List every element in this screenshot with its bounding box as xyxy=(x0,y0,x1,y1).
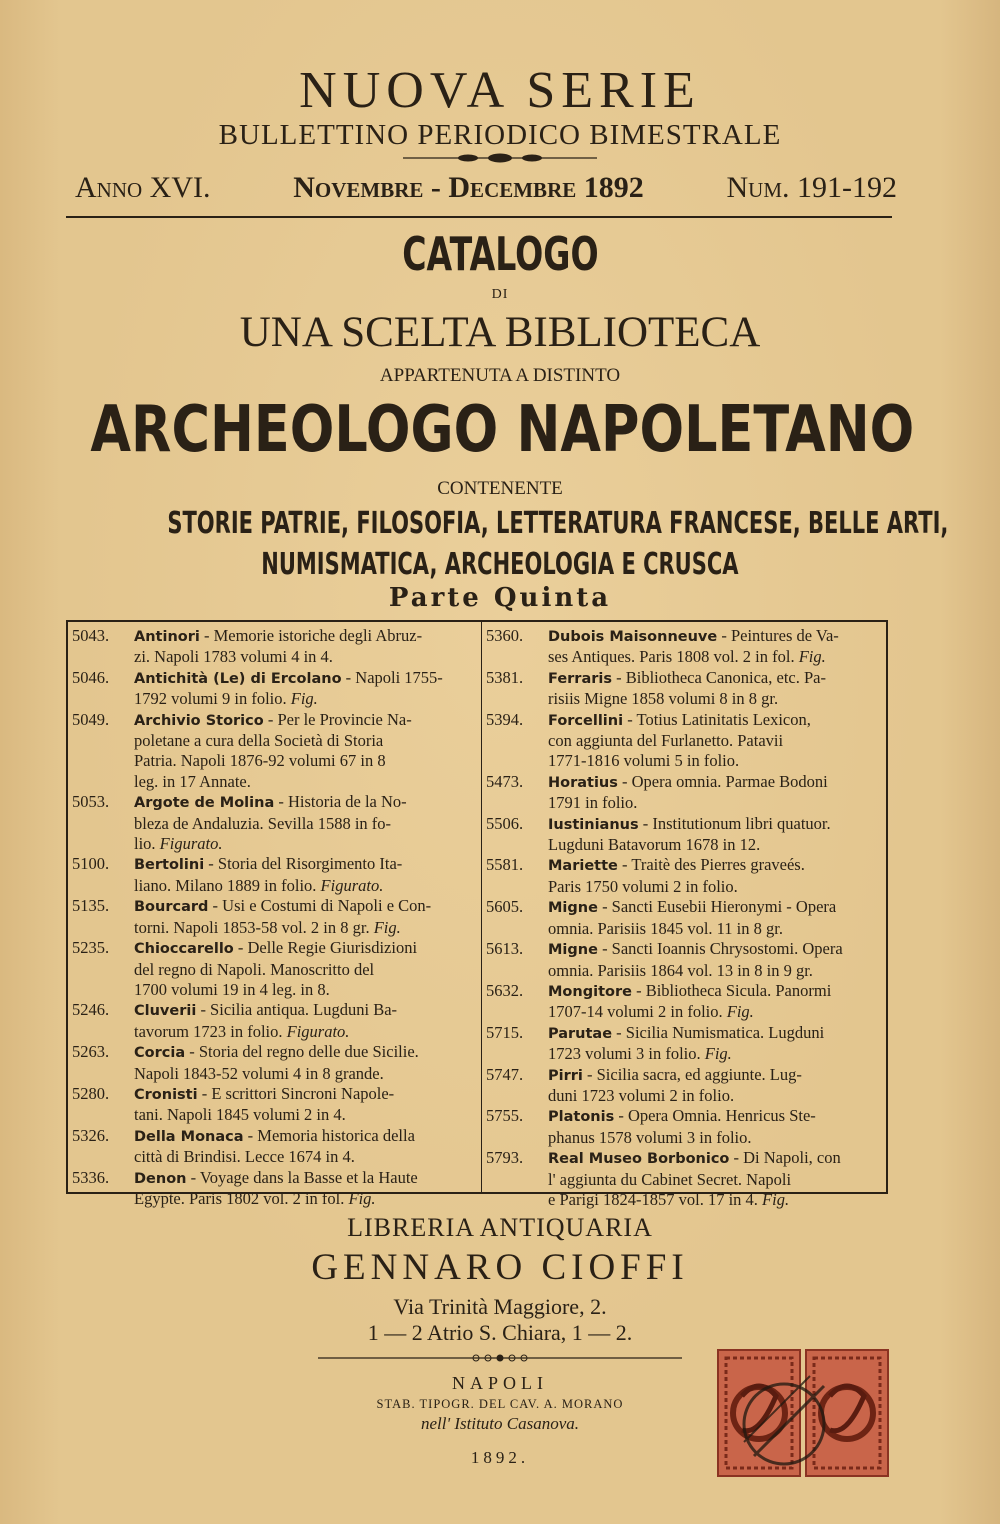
entry-text: bleza de Andaluzia. Sevilla 1588 in fo- xyxy=(134,813,392,833)
entry-number: 5280. xyxy=(72,1083,110,1103)
entry-figure-note: Fig. xyxy=(726,1002,754,1022)
entry-text: - Historia de la No- xyxy=(278,792,407,812)
footer-bookseller-name: GENNARO CIOFFI xyxy=(311,1247,689,1288)
entry-text: del regno di Napoli. Manoscritto del xyxy=(134,959,375,979)
entry-text: Lugduni Batavorum 1678 in 12. xyxy=(548,835,761,855)
catalog-entry xyxy=(486,855,886,897)
header-rule xyxy=(66,216,892,218)
catalog-entry xyxy=(72,1168,477,1210)
entry-text: - Memorie istoriche degli Abruz- xyxy=(203,626,423,645)
entry-text: - Sicilia Numismatica. Lugduni xyxy=(616,1022,825,1042)
title-archeologo xyxy=(0,392,1000,468)
entry-line xyxy=(486,1170,886,1190)
entry-number: 5360. xyxy=(486,626,524,645)
catalog-entry xyxy=(486,814,886,856)
catalog-entry xyxy=(486,897,886,939)
entry-author: Ferraris xyxy=(548,670,612,687)
entry-line xyxy=(72,854,477,875)
title-catalogo xyxy=(0,226,1000,283)
entry-text: ses Antiques. Paris 1808 vol. 2 in fol. xyxy=(548,647,795,667)
catalog-listing xyxy=(66,620,888,1209)
entry-line xyxy=(72,1147,477,1167)
entry-text: 1700 volumi 19 in 4 leg. in 8. xyxy=(134,979,330,999)
footer-year: 1892. xyxy=(470,1448,530,1467)
entry-text: 1723 volumi 3 in folio. xyxy=(548,1044,701,1064)
entry-line xyxy=(486,1148,886,1169)
entry-line xyxy=(72,814,477,834)
entry-line xyxy=(72,1189,477,1209)
entry-text: città di Brindisi. Lecce 1674 in 4. xyxy=(134,1147,355,1167)
entry-number: 5394. xyxy=(486,709,524,729)
entry-line xyxy=(486,814,886,835)
entry-text: Paris 1750 volumi 2 in folio. xyxy=(548,876,738,896)
entry-author: Migne xyxy=(548,900,598,917)
entry-line xyxy=(486,855,886,876)
entry-text: - Per le Provincie Na- xyxy=(267,709,412,729)
entry-figure-note: Figurato. xyxy=(159,834,223,854)
entry-line xyxy=(486,897,886,918)
footer-city: NAPOLI xyxy=(452,1373,548,1393)
entry-number: 5046. xyxy=(72,667,110,687)
entry-text: - Bibliotheca Sicula. Panormi xyxy=(636,980,832,1000)
postage-stamps xyxy=(714,1346,894,1480)
catalog-entry xyxy=(486,772,886,814)
footer-address-2: 1 — 2 Atrio S. Chiara, 1 — 2. xyxy=(367,1320,633,1345)
catalog-entry xyxy=(486,626,886,668)
entry-line xyxy=(72,626,477,647)
bulletin-subtitle: BULLETTINO PERIODICO BIMESTRALE xyxy=(218,119,782,151)
entry-line xyxy=(486,981,886,1002)
entry-line xyxy=(72,980,477,1000)
ornament-divider xyxy=(0,152,1000,164)
title-catalogo-text: CATALOGO xyxy=(401,227,599,281)
entry-line xyxy=(72,918,477,938)
entry-line xyxy=(486,626,886,647)
entry-author: Bertolini xyxy=(134,857,205,874)
entry-text: omnia. Parisiis 1864 vol. 13 in 8 in 9 gr. xyxy=(548,960,813,980)
catalog-entry xyxy=(486,1065,886,1107)
catalog-entry xyxy=(72,938,477,1000)
entry-figure-note: Figurato. xyxy=(286,1021,350,1041)
catalog-entry xyxy=(72,854,477,896)
entry-line xyxy=(486,710,886,731)
entry-line xyxy=(486,919,886,939)
entry-figure-note: Fig. xyxy=(290,689,318,709)
catalog-entry xyxy=(486,981,886,1023)
catalog-entry xyxy=(486,668,886,710)
entry-author: Archivio Storico xyxy=(134,712,264,729)
footer-libreria: LIBRERIA ANTIQUARIA xyxy=(347,1213,653,1242)
entry-text: - Memoria historica della xyxy=(247,1125,415,1145)
entry-text: l' aggiunta du Cabinet Secret. Napoli xyxy=(548,1169,792,1189)
entry-line xyxy=(486,1002,886,1022)
entry-number: 5336. xyxy=(72,1167,110,1187)
entry-text: - Usi e Costumi di Napoli e Con- xyxy=(212,896,432,916)
entry-line xyxy=(486,877,886,897)
entry-line xyxy=(72,710,477,731)
entry-text: - Sancti Ioannis Chrysostomi. Opera xyxy=(602,939,843,959)
entry-text: lio. xyxy=(134,834,156,854)
entry-line xyxy=(72,1126,477,1147)
entry-number: 5246. xyxy=(72,1000,110,1020)
entry-number: 5581. xyxy=(486,855,524,875)
entry-line xyxy=(486,1023,886,1044)
entry-number: 5605. xyxy=(486,897,524,917)
entry-text: - Voyage dans la Basse et la Haute xyxy=(190,1167,418,1187)
entry-author: Iustinianus xyxy=(548,816,639,833)
issue-date: Novembre - Decembre 1892 xyxy=(293,171,644,204)
entry-author: Migne xyxy=(548,942,598,959)
entry-number: 5613. xyxy=(486,939,524,959)
entry-text: - Traitè des Pierres graveés. xyxy=(622,855,805,875)
entry-number: 5715. xyxy=(486,1022,524,1042)
entry-line xyxy=(72,751,477,771)
catalog-column-right xyxy=(486,626,886,1210)
catalog-entry xyxy=(486,1023,886,1065)
entry-text: zi. Napoli 1783 volumi 4 in 4. xyxy=(134,647,333,667)
entry-number: 5473. xyxy=(486,771,524,791)
entry-line xyxy=(72,960,477,980)
entry-line xyxy=(486,793,886,813)
entry-text: - Sicilia sacra, ed aggiunte. Lug- xyxy=(587,1064,802,1084)
entry-line xyxy=(486,939,886,960)
entry-author: Mongitore xyxy=(548,983,632,1000)
entry-number: 5263. xyxy=(72,1042,110,1062)
entry-line xyxy=(72,938,477,959)
entry-text: risiis Migne 1858 volumi 8 in 8 gr. xyxy=(548,689,779,709)
entry-number: 5326. xyxy=(72,1125,110,1145)
entry-line xyxy=(486,772,886,793)
catalog-entry xyxy=(486,1106,886,1148)
entry-line xyxy=(486,689,886,709)
entry-text: omnia. Parisiis 1845 vol. 11 in 8 gr. xyxy=(548,918,783,938)
entry-text: tavorum 1723 in folio. xyxy=(134,1021,283,1041)
entry-text: leg. in 17 Annate. xyxy=(134,771,251,791)
catalog-entry xyxy=(72,1126,477,1168)
entry-text: 1771-1816 volumi 5 in folio. xyxy=(548,751,740,771)
entry-author: Horatius xyxy=(548,774,618,791)
entry-line xyxy=(72,792,477,813)
entry-text: - Storia del Risorgimento Ita- xyxy=(208,854,403,874)
entry-text: duni 1723 volumi 2 in folio. xyxy=(548,1085,735,1105)
entry-figure-note: Fig. xyxy=(798,647,826,667)
entry-number: 5049. xyxy=(72,709,110,729)
entry-text: - Di Napoli, con xyxy=(733,1148,841,1168)
entry-line xyxy=(72,1064,477,1084)
entry-text: - Peintures de Va- xyxy=(721,626,839,645)
entry-author: Real Museo Borbonico xyxy=(548,1151,730,1168)
entry-line xyxy=(486,1086,886,1106)
entry-line xyxy=(72,1105,477,1125)
entry-line xyxy=(72,1000,477,1021)
catalog-entry xyxy=(72,792,477,854)
entry-text: - Institutionum libri quatuor. xyxy=(642,813,831,833)
entry-figure-note: Fig. xyxy=(704,1044,732,1064)
entry-line xyxy=(486,961,886,981)
entry-text: phanus 1578 volumi 3 in folio. xyxy=(548,1127,752,1147)
parte-quinta: Parte Quinta xyxy=(388,583,612,613)
entry-line xyxy=(486,731,886,751)
entry-line xyxy=(72,772,477,792)
catalog-entry xyxy=(72,668,477,710)
entry-line xyxy=(486,1106,886,1127)
entry-line xyxy=(72,689,477,709)
catalog-entry xyxy=(72,896,477,938)
entry-line xyxy=(72,834,477,854)
entry-line xyxy=(72,647,477,667)
entry-text: Egypte. Paris 1802 vol. 2 in fol. xyxy=(134,1188,345,1208)
subjects-line-1 xyxy=(0,506,1000,542)
entry-author: Parutae xyxy=(548,1025,613,1042)
entry-text: Napoli 1843-52 volumi 4 in 8 grande. xyxy=(134,1063,384,1083)
title-archeologo-text: ARCHEOLOGO NAPOLETANO xyxy=(90,393,915,467)
entry-line xyxy=(486,751,886,771)
entry-line xyxy=(72,1042,477,1063)
entry-author: Antinori xyxy=(134,629,200,645)
entry-author: Forcellini xyxy=(548,712,624,729)
entry-line xyxy=(486,647,886,667)
anno xyxy=(75,168,211,208)
entry-figure-note: Fig. xyxy=(762,1189,790,1209)
entry-line xyxy=(486,1065,886,1086)
num-value: 191-192 xyxy=(797,171,897,204)
entry-text: 1792 volumi 9 in folio. xyxy=(134,689,287,709)
catalog-entry xyxy=(72,1042,477,1084)
entry-author: Argote de Molina xyxy=(134,795,275,812)
entry-author: Cronisti xyxy=(134,1086,198,1103)
subjects-line-2-text: NUMISMATICA, ARCHEOLOGIA E CRUSCA xyxy=(261,547,739,582)
catalog-entry xyxy=(72,1000,477,1042)
entry-line xyxy=(486,1190,886,1210)
entry-number: 5381. xyxy=(486,667,524,687)
subjects-line-2 xyxy=(0,547,1000,583)
postage-stamp-right xyxy=(806,1350,888,1476)
entry-author: Pirri xyxy=(548,1067,583,1084)
entry-number: 5135. xyxy=(72,896,110,916)
entry-author: Platonis xyxy=(548,1109,615,1126)
entry-text: poletane a cura della Società di Storia xyxy=(134,731,384,751)
entry-text: con aggiunta del Furlanetto. Patavii xyxy=(548,731,784,751)
entry-number: 5632. xyxy=(486,980,524,1000)
footer-address-1: Via Trinità Maggiore, 2. xyxy=(393,1294,607,1319)
entry-text: 1791 in folio. xyxy=(548,793,638,813)
title-contenente: CONTENENTE xyxy=(437,478,563,499)
anno-label: Anno xyxy=(75,171,143,204)
entry-author: Chioccarello xyxy=(134,941,234,958)
entry-author: Bourcard xyxy=(134,899,209,916)
catalog-column-left xyxy=(72,626,477,1209)
footer-printer: STAB. TIPOGR. DEL CAV. A. MORANO xyxy=(376,1397,624,1411)
title-di: DI xyxy=(491,287,509,302)
entry-number: 5053. xyxy=(72,792,110,812)
catalog-entry xyxy=(72,626,477,668)
catalog-entry xyxy=(486,1148,886,1210)
entry-author: Della Monaca xyxy=(134,1128,244,1145)
entry-line xyxy=(486,835,886,855)
issue-info-row xyxy=(75,168,897,212)
entry-author: Mariette xyxy=(548,858,618,875)
entry-line xyxy=(72,896,477,917)
issue-number xyxy=(726,168,897,208)
entry-text: - Sicilia antiqua. Lugduni Ba- xyxy=(200,1000,398,1020)
catalog-entry xyxy=(72,1084,477,1126)
entry-line xyxy=(72,1168,477,1189)
entry-line xyxy=(72,1084,477,1105)
catalog-entry xyxy=(486,710,886,772)
entry-text: - Opera Omnia. Henricus Ste- xyxy=(618,1106,816,1126)
entry-text: - Napoli 1755- xyxy=(345,667,443,687)
entry-author: Corcia xyxy=(134,1045,186,1062)
entry-text: torni. Napoli 1853-58 vol. 2 in 8 gr. xyxy=(134,917,370,937)
entry-figure-note: Fig. xyxy=(373,917,401,937)
entry-number: 5235. xyxy=(72,938,110,958)
subjects-line-1-text: STORIE PATRIE, FILOSOFIA, LETTERATURA FRANCESE, BELLE ARTI, xyxy=(167,506,949,541)
title-appartenuta: APPARTENUTA A DISTINTO xyxy=(379,365,621,386)
catalog-entry xyxy=(72,710,477,793)
entry-line xyxy=(72,668,477,689)
entry-line xyxy=(72,1022,477,1042)
entry-text: liano. Milano 1889 in folio. xyxy=(134,875,317,895)
entry-text: - Storia del regno delle due Sicilie. xyxy=(189,1042,419,1062)
entry-figure-note: Fig. xyxy=(348,1188,376,1208)
entry-text: - Sancti Eusebii Hieronymi - Opera xyxy=(602,897,837,917)
entry-text: Patria. Napoli 1876-92 volumi 67 in 8 xyxy=(134,751,386,771)
entry-text: - Totius Latinitatis Lexicon, xyxy=(627,709,811,729)
entry-number: 5043. xyxy=(72,626,110,645)
footer-institute: nell' Istituto Casanova. xyxy=(420,1414,580,1433)
entry-author: Cluverii xyxy=(134,1003,197,1020)
entry-text: tani. Napoli 1845 volumi 2 in 4. xyxy=(134,1105,346,1125)
entry-line xyxy=(72,731,477,751)
entry-text: - Delle Regie Giurisdizioni xyxy=(237,938,418,958)
entry-text: e Parigi 1824-1857 vol. 17 in 4. xyxy=(548,1189,758,1209)
anno-value: XVI. xyxy=(149,171,211,204)
entry-figure-note: Figurato. xyxy=(320,875,384,895)
entry-text: - Bibliotheca Canonica, etc. Pa- xyxy=(616,667,826,687)
entry-line xyxy=(486,668,886,689)
entry-number: 5506. xyxy=(486,813,524,833)
entry-number: 5100. xyxy=(72,854,110,874)
catalog-entry xyxy=(486,939,886,981)
num-label: Num. xyxy=(726,171,790,204)
entry-line xyxy=(486,1128,886,1148)
entry-text: - E scrittori Sincroni Napole- xyxy=(201,1083,395,1103)
entry-line xyxy=(486,1044,886,1064)
entry-author: Dubois Maisonneuve xyxy=(548,629,718,645)
entry-number: 5793. xyxy=(486,1148,524,1168)
entry-line xyxy=(72,876,477,896)
entry-number: 5747. xyxy=(486,1064,524,1084)
entry-text: - Opera omnia. Parmae Bodoni xyxy=(622,771,828,791)
entry-author: Antichità (Le) di Ercolano xyxy=(134,670,342,687)
series-title: NUOVA SERIE xyxy=(299,62,701,119)
entry-author: Denon xyxy=(134,1170,187,1187)
title-scelta: UNA SCELTA BIBLIOTECA xyxy=(239,309,761,356)
entry-text: 1707-14 volumi 2 in folio. xyxy=(548,1002,723,1022)
column-divider xyxy=(481,622,482,1192)
entry-number: 5755. xyxy=(486,1106,524,1126)
